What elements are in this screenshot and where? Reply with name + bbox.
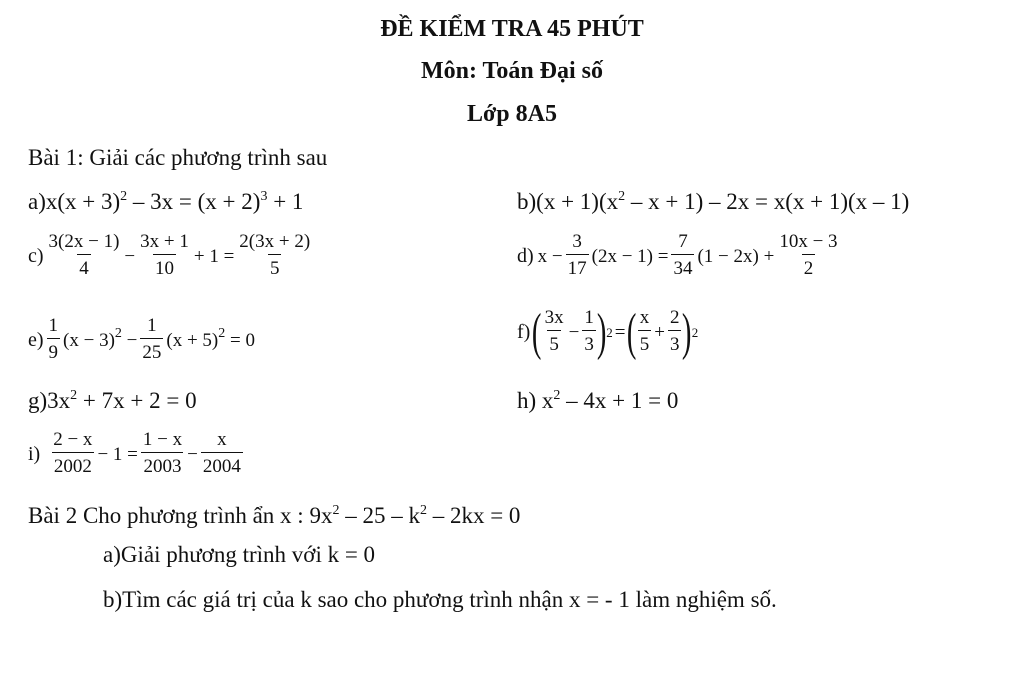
equation-d: d) x − $\frac{3}{17}$ (2x − 1) = $\frac{7}{34}$ (1 − 2x) + $\frac{10x - 3}{2}$ — [517, 230, 841, 283]
fraction: $\frac{x}{5}$ — [638, 306, 652, 359]
equation-g: $g)3x^2 + 7x + 2 = 0$ — [28, 388, 197, 413]
class-line: Lớp 8A5 — [467, 101, 557, 127]
fraction: $\frac{2 - x}{2002}$ — [51, 428, 94, 481]
fraction: $\frac{7}{34}$ — [671, 230, 694, 283]
fraction: $\frac{x}{2004}$ — [201, 428, 243, 481]
fraction: $\frac{3}{17}$ — [566, 230, 589, 283]
equation-b: $b)(x + 1)(x^2 - x + 1) - 2x = x(x + 1)(x - 1)$ — [517, 189, 910, 214]
bai2-part-a: a)Giải phương trình với k = 0 — [103, 542, 376, 567]
equation-f: f) ( $\frac{3x}{5}$ − $\frac{1}{3}$ ) 2 = ( $\frac{x}{5}$ + $\frac{2}{3}$ ) 2 — [517, 303, 699, 361]
fraction: $\frac{2}{3}$ — [668, 306, 682, 359]
equation-h: h) $x^2 - 4x + 1 = 0$ — [517, 388, 679, 413]
page-title: ĐỀ KIỂM TRA 45 PHÚT — [380, 16, 644, 42]
equation-c: c) $\frac{3(2x - 1)}{4}$ − $\frac{3x + 1}{10}$ + 1 = $\frac{2(3x + 2)}{5}$ — [28, 230, 313, 283]
fraction: $\frac{1}{3}$ — [582, 306, 596, 359]
fraction: $\frac{3x}{5}$ — [543, 306, 566, 359]
equation-e: e) $\frac{1}{9}$ $(x - 3)^2$ − $\frac{1}{25}$ $(x + 5)^2 = 0$ — [28, 314, 257, 367]
bai1-heading: Bài 1: Giải các phương trình sau — [28, 145, 328, 170]
equation-i: i) $\frac{2 - x}{2002}$ − 1 = $\frac{1 - x}{2003}$ − $\frac{x}{2004}$ — [28, 428, 244, 481]
fraction: $\frac{1}{9}$ — [47, 314, 61, 367]
fraction: $\frac{1 - x}{2003}$ — [141, 428, 184, 481]
subject-line: Môn: Toán Đại số — [420, 58, 604, 84]
fraction: $\frac{1}{25}$ — [140, 314, 163, 367]
bai2-heading: Bài 2 Cho phương trình ẩn x : $9x^2 - 25 - k^2 - 2kx = 0$ — [28, 503, 521, 528]
fraction: $\frac{2(3x + 2)}{5}$ — [237, 230, 312, 283]
fraction: $\frac{3(2x - 1)}{4}$ — [47, 230, 122, 283]
equation-a: $a)x(x + 3)^2 - 3x = (x + 2)^3 + 1$ — [28, 189, 304, 214]
bai2-part-b: b)Tìm các giá trị của k sao cho phương trình nhận x = - 1 làm nghiệm số. — [103, 587, 777, 612]
fraction: $\frac{10x - 3}{2}$ — [777, 230, 839, 283]
fraction: $\frac{3x + 1}{10}$ — [138, 230, 191, 283]
